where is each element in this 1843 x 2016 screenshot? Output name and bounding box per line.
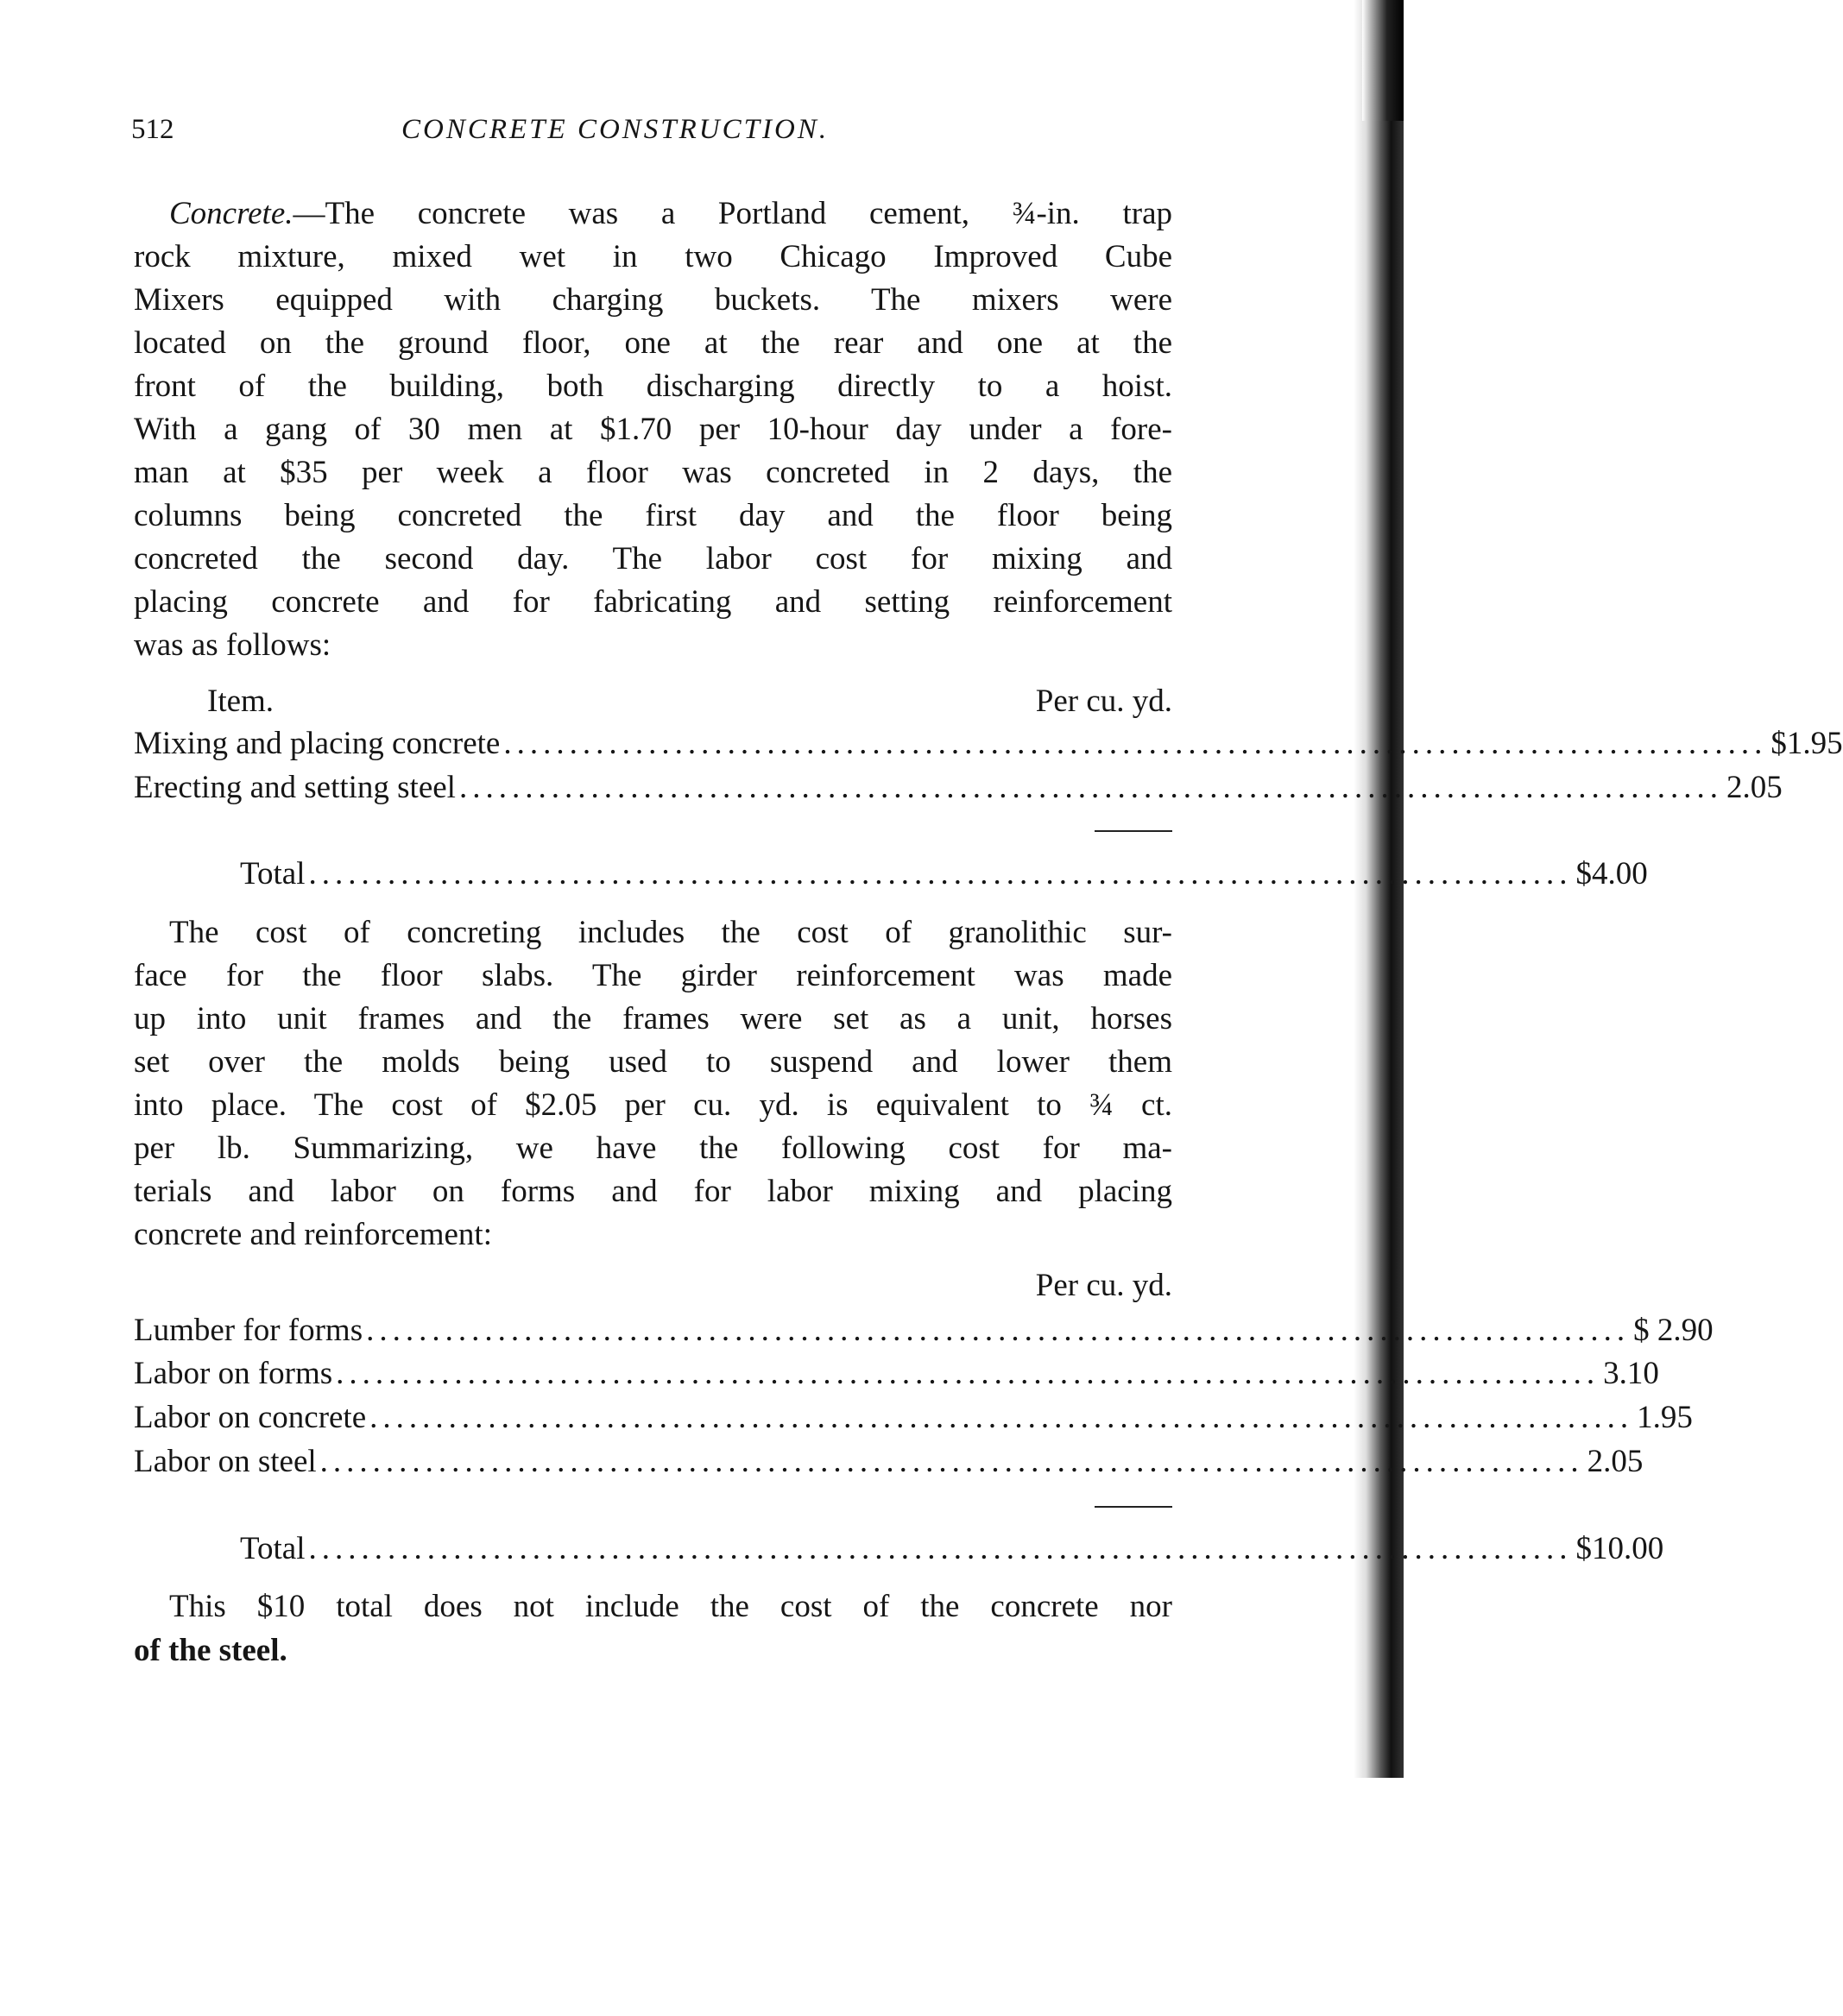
paragraph-line: located on the ground floor, one at the rear and one at the xyxy=(134,325,1172,361)
paragraph-line: per lb. Summarizing, we have the following cost for ma- xyxy=(134,1131,1172,1166)
dot-leader: ................................................................................................ xyxy=(503,726,1768,761)
paragraph-lead: Concrete. xyxy=(169,196,293,231)
row-label: Erecting and setting steel xyxy=(134,770,456,805)
row-value: 2.05 xyxy=(1726,770,1783,805)
paragraph-line: concreted the second day. The labor cost for mixing and xyxy=(134,541,1172,576)
row-value: 2.05 xyxy=(1587,1444,1644,1479)
paragraph-line: rock mixture, mixed wet in two Chicago Improved Cube xyxy=(134,239,1172,274)
paragraph-line: face for the floor slabs. The girder reinforcement was made xyxy=(134,958,1172,993)
table-row xyxy=(134,1352,1659,1395)
total-value: $4.00 xyxy=(1575,856,1648,891)
row-label: Mixing and placing concrete xyxy=(134,726,501,761)
row-value: 1.95 xyxy=(1637,1400,1693,1435)
scanned-page-edge-top xyxy=(1362,0,1404,121)
dot-leader: ................................................................................................ xyxy=(336,1356,1600,1391)
total-value: $10.00 xyxy=(1575,1531,1664,1566)
total-label: Total xyxy=(240,1531,306,1566)
paragraph-line: The cost of concreting includes the cost of granolithic sur- xyxy=(169,915,1172,950)
dot-leader: ................................................................................................ xyxy=(308,856,1573,891)
dot-leader: ................................................................................................ xyxy=(366,1313,1631,1348)
row-value: $1.95 xyxy=(1770,726,1843,761)
column-header-item: Item. xyxy=(207,684,275,719)
table-row xyxy=(134,1309,1714,1352)
dot-leader: ................................................................................................ xyxy=(308,1531,1573,1566)
table-header xyxy=(134,680,1172,723)
paragraph-line: man at $35 per week a floor was concreted in 2 days, the xyxy=(134,455,1172,490)
paragraph-line: was as follows: xyxy=(134,627,331,663)
paragraph-line: concrete and reinforcement: xyxy=(134,1217,492,1252)
paragraph-line: of the steel. xyxy=(134,1633,287,1668)
table-header xyxy=(134,1264,1172,1307)
row-value: 3.10 xyxy=(1603,1356,1659,1391)
dot-leader: ................................................................................................ xyxy=(369,1400,1634,1435)
row-value: $ 2.90 xyxy=(1633,1313,1714,1348)
row-label: Lumber for forms xyxy=(134,1313,363,1348)
table-total-row xyxy=(240,1528,1664,1571)
sum-rule xyxy=(1095,1506,1172,1508)
page-number: 512 xyxy=(131,114,174,145)
paragraph-line: This $10 total does not include the cost of the concrete nor xyxy=(169,1589,1172,1624)
dot-leader: ................................................................................................ xyxy=(458,770,1723,805)
column-header-unit: Per cu. yd. xyxy=(1035,684,1172,719)
paragraph-line xyxy=(169,192,1172,236)
total-label: Total xyxy=(240,856,306,891)
paragraph-line: Mixers equipped with charging buckets. The mixers were xyxy=(134,282,1172,318)
paragraph-line: up into unit frames and the frames were set as a unit, horses xyxy=(134,1001,1172,1036)
table-row xyxy=(134,1396,1693,1440)
row-label: Labor on forms xyxy=(134,1356,333,1391)
row-label: Labor on concrete xyxy=(134,1400,367,1435)
paragraph-line: terials and labor on forms and for labor mixing and placing xyxy=(134,1174,1172,1209)
table-row xyxy=(134,1440,1644,1484)
table-total-row xyxy=(240,853,1648,896)
paragraph-line: set over the molds being used to suspend and lower them xyxy=(134,1044,1172,1080)
running-title: CONCRETE CONSTRUCTION. xyxy=(401,114,830,145)
dot-leader: ................................................................................................ xyxy=(319,1444,1584,1479)
paragraph-line: columns being concreted the first day and the floor being xyxy=(134,498,1172,533)
paragraph-line: With a gang of 30 men at $1.70 per 10-hour day under a fore- xyxy=(134,412,1172,447)
table-row xyxy=(134,766,1783,810)
line-text: —The concrete was a Portland cement, ¾-in. trap xyxy=(293,196,1172,231)
paragraph-line: front of the building, both discharging directly to a hoist. xyxy=(134,369,1172,404)
paragraph-line: into place. The cost of $2.05 per cu. yd. is equivalent to ¾ ct. xyxy=(134,1087,1172,1123)
table-row xyxy=(134,722,1843,765)
paragraph-line: placing concrete and for fabricating and setting reinforcement xyxy=(134,584,1172,620)
column-header-unit: Per cu. yd. xyxy=(1035,1268,1172,1303)
sum-rule xyxy=(1095,830,1172,832)
row-label: Labor on steel xyxy=(134,1444,317,1479)
